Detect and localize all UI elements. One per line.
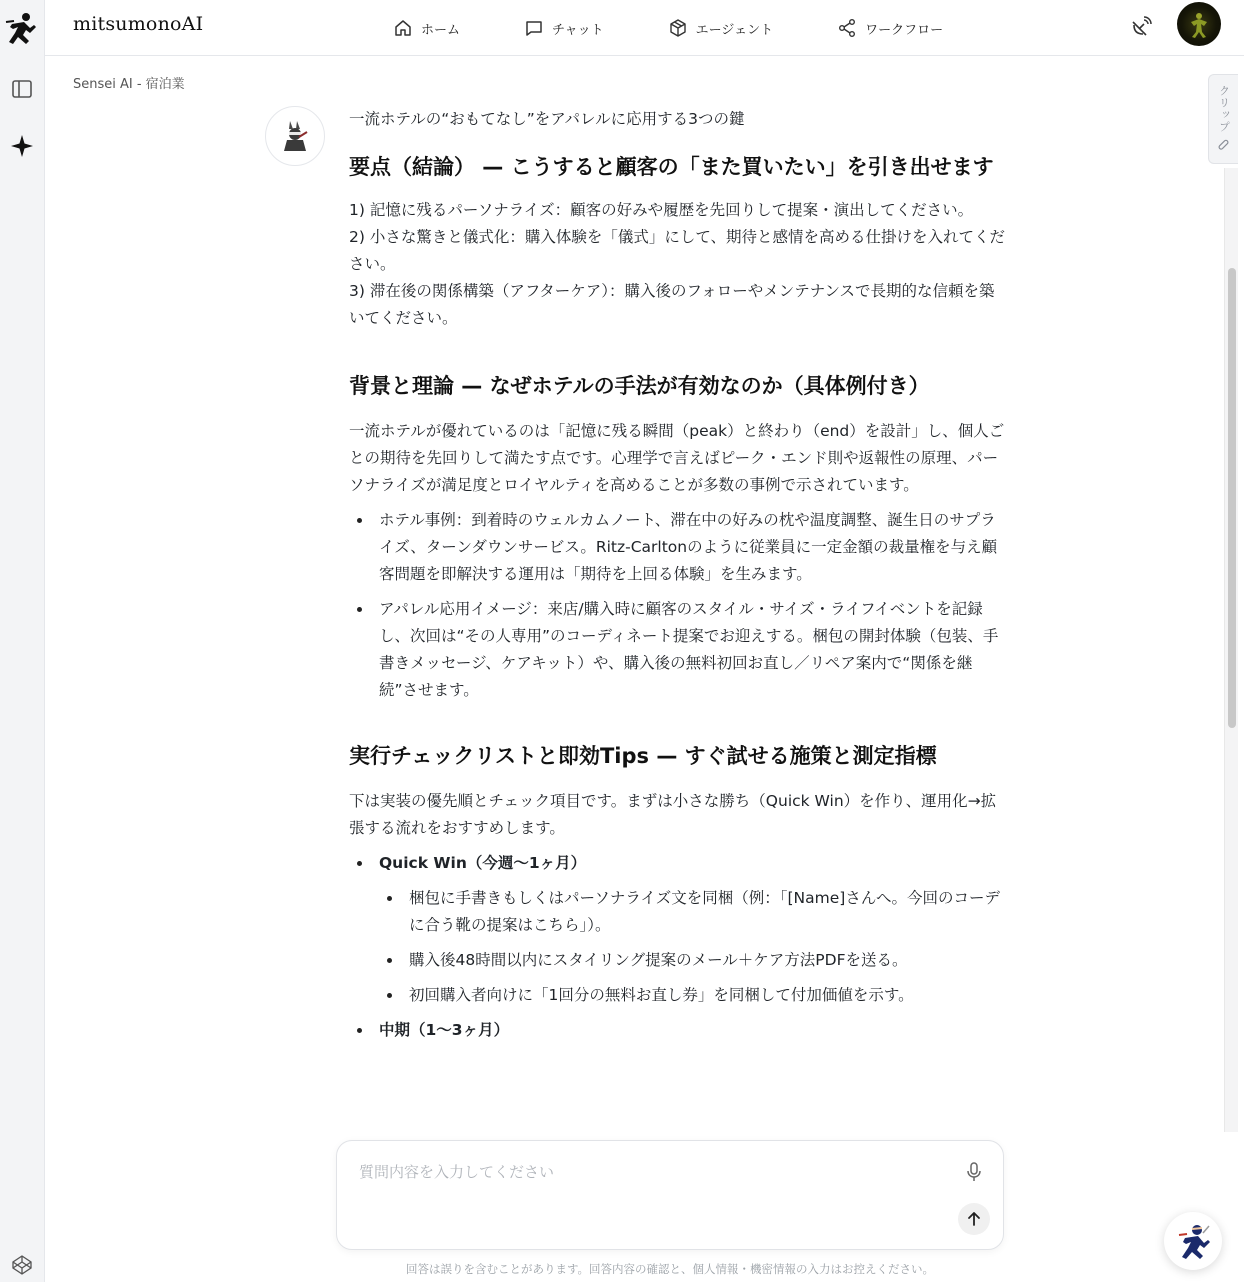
tips-bullets	[349, 850, 1009, 1044]
assistant-avatar	[265, 106, 325, 166]
list-item: アパレル応用イメージ：来店/購入時に顧客のスタイル・サイズ・ライフイベントを記録し、次回は“その人専用”のコーディネート提案でお迎えする。梱包の開封体験（包装、手書きメッセージ、ケアキット）や、購入後の無料初回お直し／リペア案内で“関係を継続”させます。	[349, 596, 1009, 704]
list-item: 購入後48時間以内にスタイリング提案のメール＋ケア方法PDFを送る。	[379, 947, 1009, 974]
message-input[interactable]	[359, 1161, 939, 1201]
list-item: ホテル事例：到着時のウェルカムノート、滞在中の好みの枕や温度調整、誕生日のサプライズ、ターンダウンサービス。Ritz-Carltonのように従業員に一定金額の裁量権を与え顧客問題を即解決する運用は「期待を上回る体験」を生みます。	[349, 507, 1009, 588]
list-item-mid-term	[349, 1017, 1009, 1044]
clip-panel-tab[interactable]	[1208, 74, 1238, 164]
heading-tips: 実行チェックリストと即効Tips — すぐ試せる施策と測定指標	[349, 744, 937, 768]
nav-home[interactable]	[393, 18, 460, 38]
brand-logo-icon[interactable]	[4, 10, 38, 48]
ninja-rabbit-icon	[280, 119, 310, 153]
main-nav	[393, 0, 943, 56]
heading-background: 背景と理論 — なぜホテルの手法が有効なのか（具体例付き）	[349, 374, 930, 398]
sparkle-icon[interactable]	[8, 132, 36, 160]
satellite-dish-icon[interactable]	[1126, 12, 1156, 42]
nav-workflow[interactable]	[837, 18, 943, 38]
nav-chat[interactable]	[524, 18, 604, 38]
nav-home-label: ホーム	[421, 22, 461, 38]
home-icon	[393, 18, 413, 38]
quick-win-list	[379, 885, 1009, 1009]
key-point: 1) 記憶に残るパーソナライズ：顧客の好みや履歴を先回りして提案・演出してください。	[349, 201, 974, 219]
key-points-list	[349, 197, 1009, 332]
send-button[interactable]	[958, 1203, 990, 1235]
scrollbar[interactable]	[1224, 168, 1238, 1132]
sidebar-toggle-icon[interactable]	[8, 75, 36, 103]
background-bullets	[349, 507, 1009, 704]
message-intro: 一流ホテルの“おもてなし”をアパレルに応用する3つの鍵	[349, 110, 745, 128]
chat-icon	[524, 18, 544, 38]
breadcrumb[interactable]: Sensei AI - 宿泊業	[73, 77, 185, 92]
nav-chat-label: チャット	[552, 22, 604, 38]
brand-title[interactable]: mitsumonoAI	[73, 13, 204, 35]
tips-text: 下は実装の優先順とチェック項目です。まずは小さな勝ち（Quick Win）を作り、運用化→拡張する流れをおすすめします。	[349, 792, 997, 837]
ninja-mascot-icon	[1173, 1221, 1213, 1261]
scrollbar-thumb[interactable]	[1228, 268, 1236, 728]
key-point: 3) 滞在後の関係構築（アフターケア）：購入後のフォローやメンテナンスで長期的な信頼を築いてください。	[349, 282, 995, 327]
clip-tab-label: クリップ	[1217, 85, 1231, 133]
list-item-quick-win	[349, 850, 1009, 1009]
disclaimer-text: 回答は誤りを含むことがあります。回答内容の確認と、個人情報・機密情報の入力はお控えください。	[405, 1262, 935, 1276]
list-item: 初回購入者向けに「1回分の無料お直し券」を同梱して付加価値を示す。	[379, 982, 1009, 1009]
nav-agent[interactable]	[668, 18, 773, 38]
heading-key-points: 要点（結論） — こうすると顧客の「また買いたい」を引き出せます	[349, 155, 994, 179]
share-nodes-icon	[837, 18, 857, 38]
codepen-icon[interactable]	[8, 1251, 36, 1279]
top-header	[45, 0, 1244, 56]
assistant-message	[349, 106, 1009, 1130]
nav-workflow-label: ワークフロー	[865, 22, 944, 38]
list-item: 梱包に手書きもしくはパーソナライズ文を同梱（例：「[Name]さんへ。今回のコーデに合う靴の提案はこちら」）。	[379, 885, 1009, 939]
key-point: 2) 小さな驚きと儀式化：購入体験を「儀式」にして、期待と感情を高める仕掛けを入れてください。	[349, 228, 1006, 273]
chat-composer	[336, 1140, 1004, 1250]
mid-term-heading: 中期（1〜3ヶ月）	[379, 1021, 510, 1039]
left-rail	[0, 0, 45, 1282]
cube-icon	[668, 18, 688, 38]
paperclip-icon	[1217, 139, 1231, 153]
nav-agent-label: エージェント	[695, 22, 774, 38]
floating-assistant-button[interactable]	[1164, 1212, 1222, 1270]
background-text: 一流ホテルが優れているのは「記憶に残る瞬間（peak）と終わり（end）を設計」し、個人ごとの期待を先回りして満たす点です。心理学で言えばピーク・エンド則や返報性の原理、パーソナライズが満足度とロイヤルティを高めることが多数の事例で示されています。	[349, 422, 1005, 494]
microphone-icon[interactable]	[961, 1159, 987, 1185]
user-avatar[interactable]	[1177, 2, 1221, 46]
quick-win-heading: Quick Win（今週〜1ヶ月）	[379, 854, 587, 872]
arrow-up-icon	[965, 1210, 983, 1228]
